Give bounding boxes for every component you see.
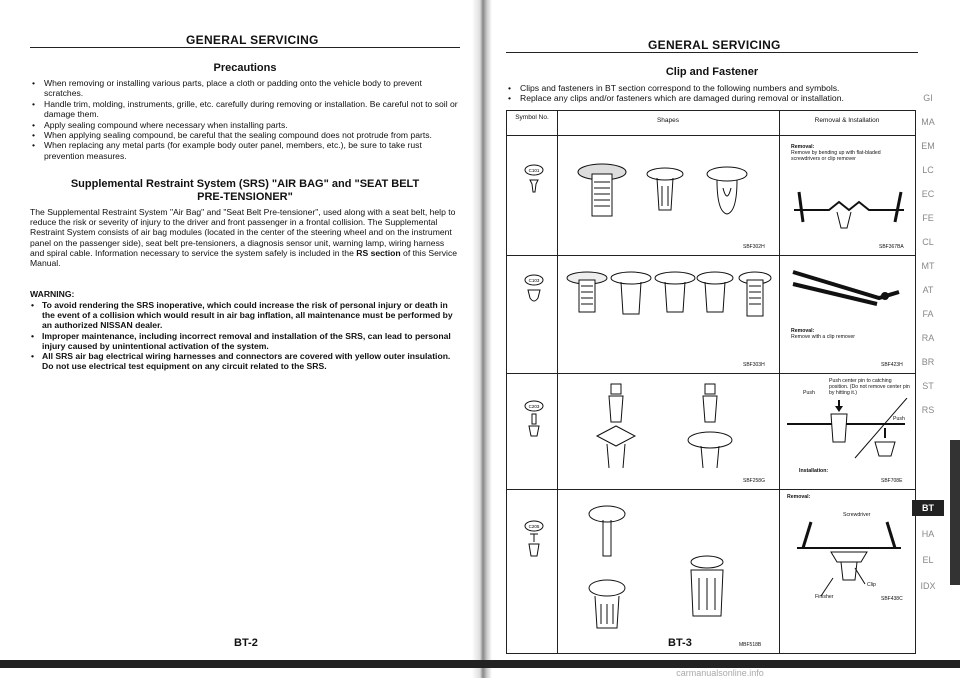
clip-fastener-title: Clip and Fastener: [665, 66, 759, 78]
removal-code: SBF367BA: [879, 244, 904, 250]
clip-symbol-code: C203: [528, 404, 540, 409]
precaution-item: • When applying sealing compound, be careful that the sealing compound does not protrude from parts.: [30, 130, 458, 140]
intro-item: • Replace any clips and/or fasteners which are damaged during removal or installation.: [506, 93, 918, 103]
clip-table: [506, 110, 916, 654]
bottom-bar: [0, 660, 960, 668]
clip-symbol-icon: [521, 164, 547, 198]
srs-body-ref: RS section: [356, 247, 401, 258]
watermark: carmanualsonline.info: [676, 668, 764, 678]
table-row: [507, 373, 915, 490]
tab-fa[interactable]: FA: [922, 309, 934, 319]
installation-title: Installation:: [799, 468, 829, 474]
tab-fe[interactable]: FE: [922, 213, 934, 223]
precaution-item: • When removing or installing various parts, place a cloth or padding onto the vehicle body to prevent scratches.: [30, 78, 458, 99]
intro-item: • Clips and fasteners in BT section correspond to the following numbers and symbols.: [506, 83, 918, 93]
warning-item: • To avoid rendering the SRS inoperative, which could increase the risk of personal injury or death in the event of a collision which would result in air bag inflation, all maintenance must be performed by an authorized NISSAN dealer.: [30, 300, 458, 331]
clip-symbol-icon: [521, 520, 547, 560]
push-label: Push: [893, 416, 905, 422]
removal-drawing: [789, 188, 909, 238]
tab-bt-active[interactable]: BT: [912, 500, 944, 516]
removal-code: SBF708E: [881, 478, 903, 484]
warning-item: • Improper maintenance, including incorrect removal and installation of the SRS, can lead to personal injury caused by unintentional activation of the system.: [30, 331, 458, 351]
tab-cl[interactable]: CL: [922, 237, 934, 247]
tab-ra[interactable]: RA: [921, 333, 935, 343]
right-header: GENERAL SERVICING: [648, 38, 781, 52]
clip-symbol-code: C103: [528, 278, 540, 283]
removal-text: [791, 144, 901, 163]
left-page-number: BT-2: [234, 637, 258, 649]
screwdriver-label: Screwdriver: [843, 512, 871, 518]
precaution-item: • Apply sealing compound where necessary when installing parts.: [30, 120, 458, 130]
clip-label: Clip: [867, 582, 876, 588]
installation-drawing: [785, 398, 913, 462]
clip-shape-drawing: [567, 378, 767, 478]
tab-st[interactable]: ST: [922, 381, 934, 391]
removal-desc: Remove with a clip remover: [791, 334, 856, 341]
shape-code: MBF518B: [739, 642, 762, 648]
left-header: GENERAL SERVICING: [186, 33, 319, 47]
right-page-number: BT-3: [668, 637, 692, 649]
table-row: [507, 489, 915, 654]
table-row: [507, 135, 915, 256]
warning-label: WARNING:: [30, 289, 75, 299]
clip-shape-drawing: [567, 152, 767, 238]
precautions-title: Precautions: [213, 62, 277, 74]
removal-code: SBF438C: [881, 596, 903, 602]
tab-el[interactable]: EL: [922, 555, 934, 565]
clip-symbol-code: C205: [528, 524, 540, 529]
push-label: Push: [803, 390, 815, 396]
clip-symbol-code: C101: [528, 168, 540, 173]
clip-symbol-icon: [521, 400, 547, 440]
page-edge-marker: [950, 440, 960, 585]
installation-note: Push center pin to catching position. (Do not remove center pin by hitting it.): [829, 378, 910, 397]
clip-shape-drawing: [567, 498, 767, 644]
tab-rs[interactable]: RS: [921, 405, 935, 415]
removal-text: [791, 328, 901, 340]
clip-intro-list: [506, 83, 918, 104]
clip-symbol-icon: [521, 274, 547, 308]
tab-em[interactable]: EM: [921, 141, 935, 151]
removal-title: Removal:: [791, 328, 815, 334]
tab-idx[interactable]: IDX: [920, 581, 936, 591]
srs-body-text: The Supplemental Restraint System "Air Bag" and "Seat Belt Pre-tensioner", used along with a seat belt, help to reduce the risk or severity of injury to the driver and front passenger in a frontal collision. The Supplemental Restraint System consists of air bag modules (located in the center of the steering wheel and on the instrument panel on the passenger side), seat belt pre-tensioners, a diagnosis sensor unit, warning lamp, wiring harness and spiral cable. Information necessary to service the system safely is included in the: [30, 207, 456, 258]
col-symbol-header: Symbol No.: [515, 114, 549, 121]
precaution-item: • Handle trim, molding, instruments, grille, etc. carefully during removing or installation. Be careful not to soil or damage them.: [30, 99, 458, 120]
tab-mt[interactable]: MT: [921, 261, 935, 271]
shape-code: SBF258G: [743, 478, 765, 484]
tab-ha[interactable]: HA: [921, 529, 935, 539]
shape-code: SBF302H: [743, 244, 765, 250]
tab-ec[interactable]: EC: [921, 189, 935, 199]
removal-code: SBF423H: [881, 362, 903, 368]
left-header-rule: [30, 47, 460, 48]
removal-title: Removal:: [791, 144, 815, 150]
clip-remover-drawing: [789, 262, 911, 322]
col-removal-header: Removal & Installation: [814, 117, 880, 124]
table-row: [507, 255, 915, 374]
tab-at[interactable]: AT: [922, 285, 934, 295]
right-header-rule: [506, 52, 918, 53]
warning-list: [30, 300, 458, 371]
tab-gi[interactable]: GI: [923, 93, 933, 103]
precautions-list: [30, 78, 458, 161]
removal-desc: Remove by bending up with flat-bladed screwdrivers or clip remover: [791, 150, 881, 163]
finisher-label: Finisher: [815, 594, 834, 600]
removal-title: Removal:: [787, 494, 811, 500]
warning-item: • All SRS air bag electrical wiring harnesses and connectors are covered with yellow outer insulation. Do not use electrical test equipment on any circuit related to the SRS.: [30, 351, 458, 371]
clip-shape-drawing: [563, 264, 775, 354]
srs-body-text-end: of this Service Manual.: [30, 247, 458, 269]
shape-code: SBF303H: [743, 362, 765, 368]
removal-drawing: [791, 518, 909, 598]
srs-title: Supplemental Restraint System (SRS) "AIR BAG" and "SEAT BELT PRE-TENSIONER": [70, 178, 420, 203]
srs-body: [30, 207, 458, 268]
tab-lc[interactable]: LC: [922, 165, 934, 175]
tab-br[interactable]: BR: [921, 357, 935, 367]
precaution-item: • When replacing any metal parts (for example body outer panel, members, etc.), be sure to take rust prevention measures.: [30, 140, 458, 161]
col-shapes-header: Shapes: [656, 117, 680, 124]
tab-ma[interactable]: MA: [921, 117, 935, 127]
